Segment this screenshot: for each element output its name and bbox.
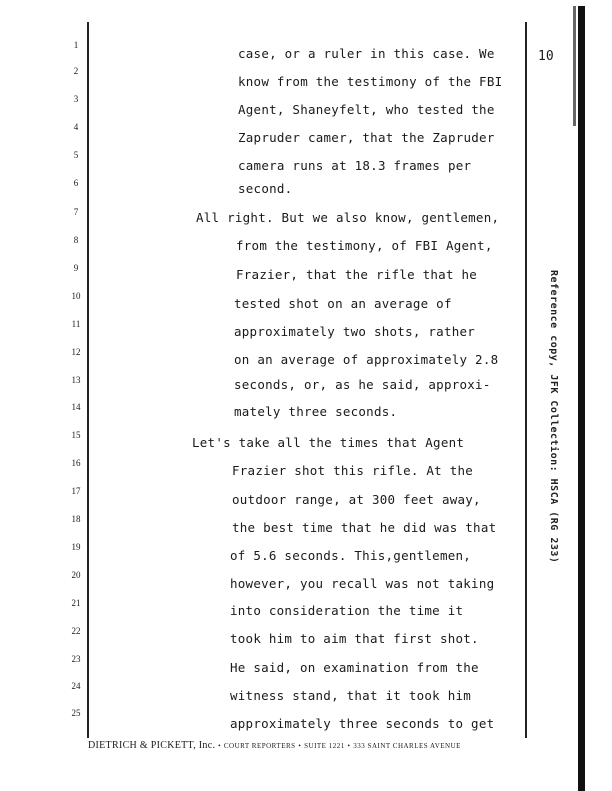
line-number: 20 xyxy=(71,570,81,580)
transcript-line: the best time that he did was that xyxy=(232,520,497,535)
transcript-line: took him to aim that first shot. xyxy=(230,631,479,646)
transcript-line: camera runs at 18.3 frames per xyxy=(238,158,472,173)
transcript-line: from the testimony, of FBI Agent, xyxy=(236,238,493,253)
transcript-line: Frazier shot this rifle. At the xyxy=(232,463,474,478)
transcript-line: second. xyxy=(238,181,293,196)
transcript-line: however, you recall was not taking xyxy=(230,576,495,591)
line-number: 7 xyxy=(73,207,79,217)
transcript-line: witness stand, that it took him xyxy=(230,688,472,703)
line-number: 17 xyxy=(71,486,81,496)
line-number: 4 xyxy=(73,122,79,132)
line-number: 16 xyxy=(71,458,81,468)
transcript-line: tested shot on an average of xyxy=(234,296,452,311)
footer-reporters: COURT REPORTERS xyxy=(223,742,296,750)
right-margin-rule xyxy=(525,22,527,738)
line-number: 23 xyxy=(71,654,81,664)
transcript-line: He said, on examination from the xyxy=(230,660,479,675)
line-number: 12 xyxy=(71,347,81,357)
scan-edge-shadow xyxy=(578,6,585,791)
line-number: 3 xyxy=(73,94,79,104)
line-number: 21 xyxy=(71,598,81,608)
line-number: 9 xyxy=(73,263,79,273)
line-number: 24 xyxy=(71,681,81,691)
court-reporter-footer xyxy=(88,740,461,751)
line-number: 19 xyxy=(71,542,81,552)
line-number: 1 xyxy=(73,40,79,50)
footer-address: 333 SAINT CHARLES AVENUE xyxy=(353,742,461,750)
line-number: 2 xyxy=(73,66,79,76)
line-number: 18 xyxy=(71,514,81,524)
page-number: 10 xyxy=(538,49,554,64)
line-number: 5 xyxy=(73,150,79,160)
transcript-line: Agent, Shaneyfelt, who tested the xyxy=(238,102,495,117)
footer-separator: • xyxy=(347,742,351,750)
footer-suite: SUITE 1221 xyxy=(304,742,345,750)
footer-firm: DIETRICH & PICKETT, Inc. xyxy=(88,740,216,751)
line-number: 10 xyxy=(71,291,81,301)
line-number: 6 xyxy=(73,178,79,188)
transcript-line: approximately two shots, rather xyxy=(234,324,476,339)
transcript-line: outdoor range, at 300 feet away, xyxy=(232,492,481,507)
line-number: 11 xyxy=(71,319,81,329)
transcript-line: case, or a ruler in this case. We xyxy=(238,46,495,61)
line-number: 22 xyxy=(71,626,81,636)
transcript-line: seconds, or, as he said, approxi- xyxy=(234,377,491,392)
transcript-line: on an average of approximately 2.8 xyxy=(234,352,499,367)
transcript-line: Zapruder camer, that the Zapruder xyxy=(238,130,495,145)
transcript-line: into consideration the time it xyxy=(230,603,464,618)
transcript-line: mately three seconds. xyxy=(234,404,398,419)
transcript-line: approximately three seconds to get xyxy=(230,716,495,731)
left-margin-rule xyxy=(87,22,89,738)
transcript-line: All right. But we also know, gentlemen, xyxy=(196,210,500,225)
transcript-line: Let's take all the times that Agent xyxy=(192,435,465,450)
line-number: 8 xyxy=(73,235,79,245)
line-number: 25 xyxy=(71,708,81,718)
footer-separator: • xyxy=(218,742,222,750)
transcript-line: know from the testimony of the FBI xyxy=(238,74,503,89)
footer-separator: • xyxy=(298,742,302,750)
line-number: 13 xyxy=(71,375,81,385)
transcript-line: of 5.6 seconds. This,gentlemen, xyxy=(230,548,472,563)
archive-reference-stamp: Reference copy, JFK Collection: HSCA (RG 233) xyxy=(548,270,559,564)
line-number: 15 xyxy=(71,430,81,440)
line-number: 14 xyxy=(71,402,81,412)
transcript-line: Frazier, that the rifle that he xyxy=(236,267,478,282)
scan-edge-shadow-secondary xyxy=(573,6,576,126)
